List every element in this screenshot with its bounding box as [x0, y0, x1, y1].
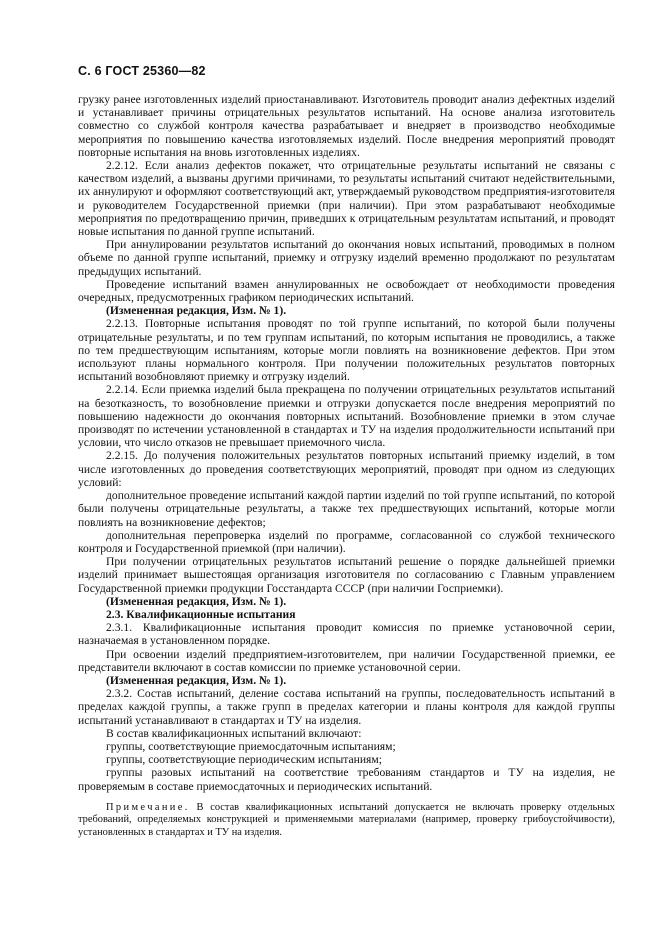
paragraph: 2.3.2. Состав испытаний, деление состава испытаний на группы, последовательность испытаний в пределах каждой группы, а также групп в пределах категории и планы контроля для каждой группы испытаний устанавливают в стандартах и ТУ на изделия.: [78, 687, 615, 727]
paragraph: дополнительная перепроверка изделий по программе, согласованной со службой технического контроля и Государственной приемкой (при наличии).: [78, 528, 615, 555]
paragraph: При освоении изделий предприятием-изготовителем, при наличии Государственной приемки, ее представители включают в состав комиссии по приемке установочной серии.: [78, 647, 615, 674]
document-body: [78, 93, 615, 793]
list-item: группы разовых испытаний на соответствие требованиям стандартов и ТУ на изделия, не проверяемым в составе приемосдаточных и периодических испытаний.: [78, 766, 615, 793]
amendment-note: (Измененная редакция, Изм. № 1).: [106, 594, 287, 608]
paragraph: дополнительное проведение испытаний каждой партии изделий по той группе испытаний, по которой были получены отрицательные результаты, а также тех предшествующих испытаний, которые могли повлиять на возникновение дефектов;: [78, 489, 615, 529]
paragraph: 2.2.12. Если анализ дефектов покажет, что отрицательные результаты испытаний не связаны с качеством изделий, а вызваны другими причинами, то результаты испытаний считают недействительными, их аннулируют и оформляют соответствующий акт, утверждаемый руководством предприятия-изготовителя и руководителем Государственной приемки (при наличии). При этом разрабатывают необходимые мероприятия по предотвращению причин, приведших к отрицательным результатам испытаний, и проводят новые испытания по данной группе испытаний.: [78, 159, 615, 239]
note-label: Примечание.: [106, 802, 190, 813]
list-item: группы, соответствующие периодическим испытаниям;: [106, 753, 382, 767]
paragraph: При аннулировании результатов испытаний до окончания новых испытаний, проводимых в полном объеме по данной группе испытаний, приемку и отгрузку изделий временно продолжают по результатам предыдущих испытаний.: [78, 238, 615, 278]
page-header: С. 6 ГОСТ 25360—82: [78, 64, 206, 78]
paragraph: 2.2.13. Повторные испытания проводят по той группе испытаний, по которой были получены отрицательные результаты, и по тем группам испытаний, по которым испытания не проводились, а также по тем предшествующим испытаниям, которые могли повлиять на возникновение дефектов. При этом используют планы нормального контроля. При получении положительных результатов повторных испытаний возобновляют приемку и отгрузку изделий.: [78, 317, 615, 384]
list-item: группы, соответствующие приемосдаточным испытаниям;: [106, 739, 396, 753]
note-text: В состав квалификационных испытаний допускается не включать проверку отдельных требований, определяемых конструкцией и применяемыми материалами (например, проверку грибоустойчивости), установленных в стандартах и ТУ на изделия.: [78, 802, 615, 838]
paragraph: грузку ранее изготовленных изделий приостанавливают. Изготовитель проводит анализ дефектных изделий и устанавливает причины отрицательных результатов испытаний. На основе анализа изготовитель совместно со службой контроля качества разрабатывает и внедряет в производство необходимые мероприятия по повышению качества изготовляемых изделий. После внедрения мероприятий проводят повторные испытания на вновь изготовленных изделиях.: [78, 93, 615, 159]
footnote: [78, 802, 615, 839]
paragraph: Проведение испытаний взамен аннулированных не освобождает от необходимости проведения очередных, предусмотренных графиком периодических испытаний.: [78, 277, 615, 305]
paragraph: 2.2.15. До получения положительных результатов повторных испытаний приемку изделий, в том числе изготовленных до проведения соответствующих мероприятий, проводят при одном из следующих условий:: [78, 449, 615, 489]
section-heading: 2.3. Квалификационные испытания: [106, 607, 296, 621]
paragraph: 2.2.14. Если приемка изделий была прекращена по получении отрицательных результатов испытаний на безотказность, то возобновление приемки и отгрузки допускается после внедрения мероприятий по повышению надежности до окончания повторных испытаний. Возобновление приемки в этом случае производят по истечении установленной в стандартах и ТУ на изделия продолжительности испытаний при условии, что число отказов не превышает приемочного числа.: [78, 383, 615, 450]
paragraph: При получении отрицательных результатов испытаний решение о порядке дальнейшей приемки изделий принимает вышестоящая организация изготовителя по согласованию с Главным управлением Государственной приемки продукции Госстандарта СССР (при наличии Госприемки).: [78, 555, 615, 595]
paragraph: В состав квалификационных испытаний включают:: [106, 726, 362, 740]
paragraph: 2.3.1. Квалификационные испытания проводит комиссия по приемке установочной серии, назначаемая в установленном порядке.: [78, 621, 615, 648]
amendment-note: (Измененная редакция, Изм. № 1).: [106, 304, 287, 318]
amendment-note: (Измененная редакция, Изм. № 1).: [106, 673, 287, 687]
